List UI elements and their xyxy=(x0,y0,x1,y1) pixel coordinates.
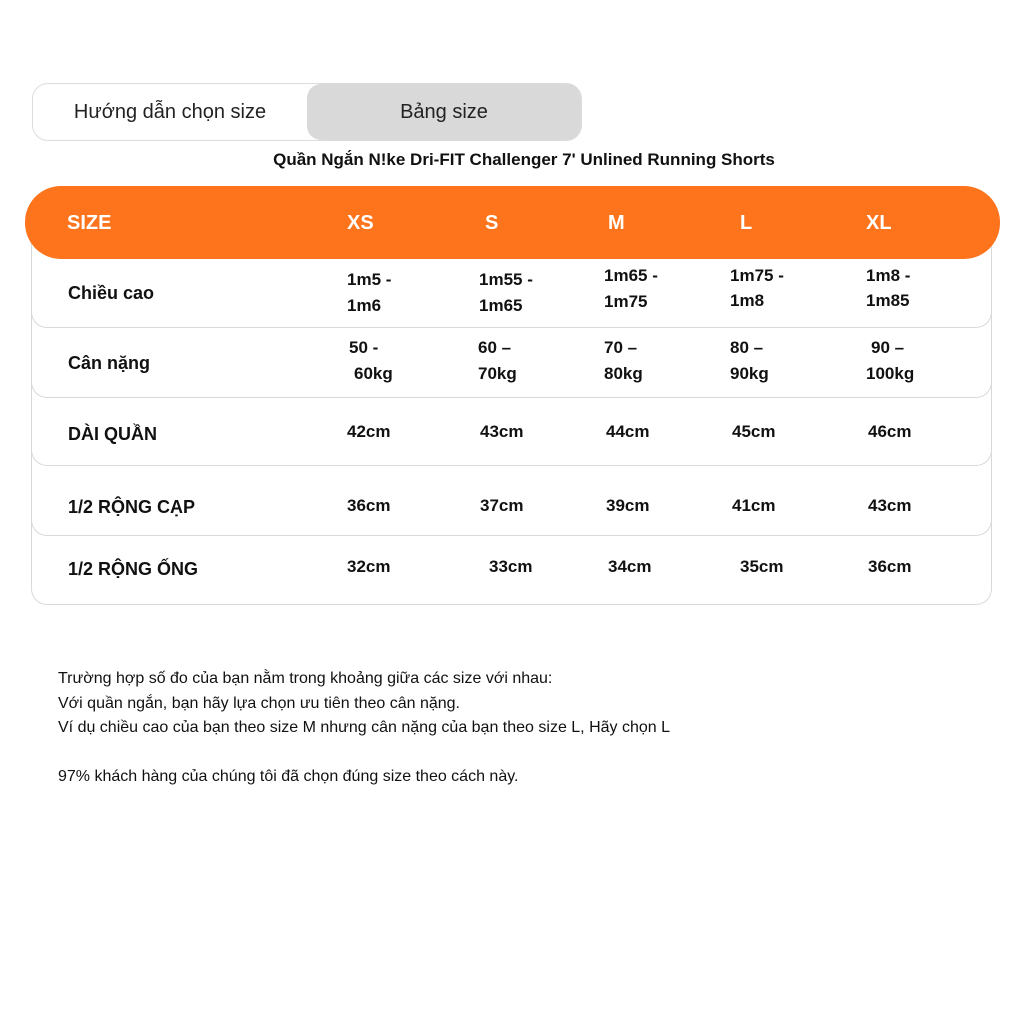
cell-l: 45cm xyxy=(732,422,776,441)
cell-xs-line2: 1m6 xyxy=(347,296,382,315)
cell-s-line2: 1m65 xyxy=(479,296,523,315)
size-header-row xyxy=(25,186,1000,259)
tab-size-guide[interactable]: Hướng dẫn chọn size xyxy=(73,100,267,123)
size-header-label: SIZE xyxy=(67,212,112,234)
row-label: 1/2 RỘNG ỐNG xyxy=(68,559,199,579)
note-line: Với quần ngắn, bạn hãy lựa chọn ưu tiên theo cân nặng. xyxy=(58,694,460,712)
cell-xs-line1: 1m5 - xyxy=(347,270,392,289)
cell-m: 44cm xyxy=(606,422,650,441)
row-label: 1/2 RỘNG CẠP xyxy=(68,497,196,517)
note-line: Trường hợp số đo của bạn nằm trong khoảng giữa các size với nhau: xyxy=(58,670,553,687)
cell-s: 33cm xyxy=(489,557,533,576)
cell-l-line2: 1m8 xyxy=(730,291,765,310)
row-label: DÀI QUẦN xyxy=(68,424,157,444)
size-tabs xyxy=(32,83,582,141)
cell-s-line1: 1m55 - xyxy=(479,270,533,289)
cell-xl-line2: 1m85 xyxy=(866,291,910,310)
cell-l-line2: 90kg xyxy=(730,364,769,383)
cell-s: 37cm xyxy=(480,496,524,515)
cell-xl: 43cm xyxy=(868,496,912,515)
size-notes xyxy=(58,667,670,790)
size-s-header: S xyxy=(485,212,499,234)
cell-m: 39cm xyxy=(606,496,650,515)
cell-l: 35cm xyxy=(740,557,784,576)
cell-m-line2: 80kg xyxy=(604,364,643,383)
cell-s: 43cm xyxy=(480,422,524,441)
note-line: Ví dụ chiều cao của bạn theo size M nhưng cân nặng của bạn theo size L, Hãy chọn L xyxy=(58,719,671,736)
cell-xs: 42cm xyxy=(347,422,391,441)
table-row-leg-opening xyxy=(31,508,992,605)
cell-m-line1: 70 – xyxy=(604,338,638,357)
cell-m-line2: 1m75 xyxy=(604,292,648,311)
note-line: 97% khách hàng của chúng tôi đã chọn đúng size theo cách này. xyxy=(58,768,519,785)
cell-l-line1: 80 – xyxy=(730,338,764,357)
cell-xs-line2: 60kg xyxy=(354,364,393,383)
cell-xl-line2: 100kg xyxy=(866,364,915,383)
size-xs-header: XS xyxy=(347,212,374,234)
cell-xs-line1: 50 - xyxy=(349,338,379,357)
cell-s-line2: 70kg xyxy=(478,364,517,383)
size-l-header: L xyxy=(740,212,753,234)
size-m-header: M xyxy=(608,212,625,234)
cell-m: 34cm xyxy=(608,557,652,576)
cell-s-line1: 60 – xyxy=(478,338,512,357)
cell-xl: 36cm xyxy=(868,557,912,576)
cell-xs: 36cm xyxy=(347,496,391,515)
cell-l: 41cm xyxy=(732,496,776,515)
cell-l-line1: 1m75 - xyxy=(730,266,784,285)
product-title: Quần Ngắn N!ke Dri-FIT Challenger 7' Unlined Running Shorts xyxy=(273,150,775,169)
cell-xl-line1: 1m8 - xyxy=(866,266,911,285)
cell-xl-line1: 90 – xyxy=(871,338,905,357)
cell-xs: 32cm xyxy=(347,557,391,576)
row-label: Cân nặng xyxy=(68,353,151,373)
cell-m-line1: 1m65 - xyxy=(604,266,658,285)
tab-size-chart[interactable]: Bảng size xyxy=(307,84,581,140)
size-xl-header: XL xyxy=(866,212,892,234)
row-label: Chiều cao xyxy=(68,283,155,303)
cell-xl: 46cm xyxy=(868,422,912,441)
